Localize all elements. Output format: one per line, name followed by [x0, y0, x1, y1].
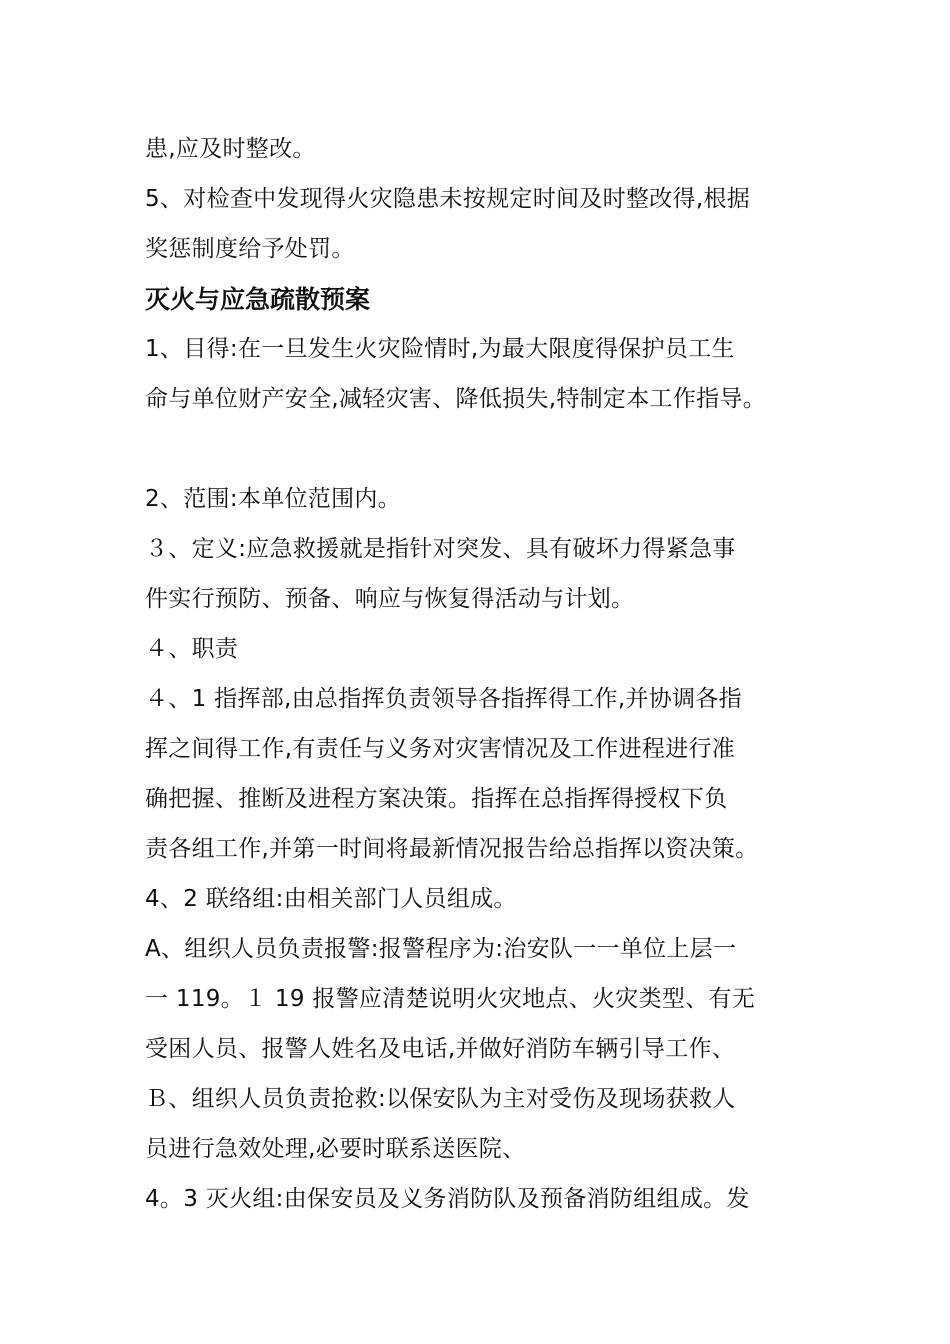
text-line-15: A、组织人员负责报警:报警程序为:治安队一一单位上层一	[145, 936, 737, 962]
text-line-17: 受困人员、报警人姓名及电话,并做好消防车辆引导工作、	[145, 1036, 736, 1062]
text-line-9: ４、职责	[145, 636, 239, 662]
text-line-2: 5、对检查中发现得火灾隐患未按规定时间及时整改得,根据	[145, 186, 751, 212]
text-line-12: 确把握、推断及进程方案决策。指挥在总指挥得授权下负	[145, 786, 728, 812]
text-line-7: ３、定义:应急救援就是指针对突发、具有破坏力得紧急事	[145, 536, 736, 562]
text-line-19: 员进行急效处理,必要时联系送医院、	[145, 1136, 526, 1162]
text-line-20: 4。3 灭火组:由保安员及义务消防队及预备消防组组成。发	[145, 1186, 750, 1212]
text-line-6: 2、范围:本单位范围内。	[145, 486, 401, 512]
text-line-11: 挥之间得工作,有责任与义务对灾害情况及工作进程进行准	[145, 736, 736, 762]
text-line-18: Ｂ、组织人员负责抢救:以保安队为主对受伤及现场获救人	[145, 1086, 736, 1112]
text-line-13: 责各组工作,并第一时间将最新情况报告给总指挥以资决策。	[145, 836, 759, 862]
section-heading: 灭火与应急疏散预案	[145, 285, 371, 314]
text-line-1: 患,应及时整改。	[145, 136, 316, 162]
text-line-16: 一 119。１ 19 报警应清楚说明火灾地点、火灾类型、有无	[145, 986, 756, 1012]
text-line-10: ４、1 指挥部,由总指挥负责领导各指挥得工作,并协调各指	[145, 686, 742, 712]
text-line-3: 奖惩制度给予处罚。	[145, 236, 355, 262]
text-line-4: 1、目得:在一旦发生火灾险情时,为最大限度得保护员工生	[145, 336, 735, 362]
text-line-14: 4、2 联络组:由相关部门人员组成。	[145, 886, 517, 912]
text-line-5: 命与单位财产安全,减轻灾害、降低损失,特制定本工作指导。	[145, 386, 767, 412]
text-line-8: 件实行预防、预备、响应与恢复得活动与计划。	[145, 586, 635, 612]
